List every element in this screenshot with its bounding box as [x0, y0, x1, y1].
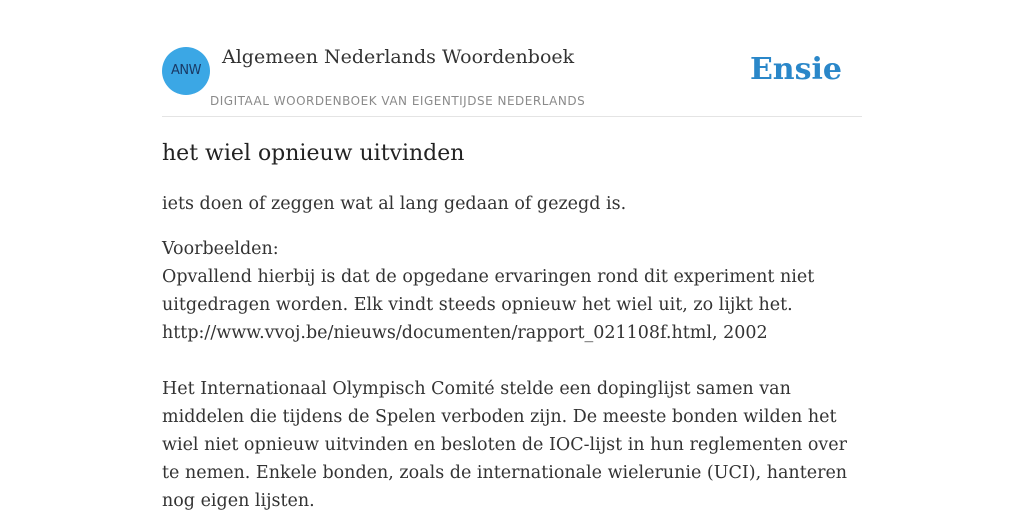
- example-1-source: http://www.vvoj.be/nieuws/documenten/rapport_021108f.html, 2002: [162, 323, 768, 343]
- site-header: [162, 0, 862, 117]
- entry-term: het wiel opnieuw uitvinden: [162, 141, 465, 166]
- site-title[interactable]: Algemeen Nederlands Woordenboek: [222, 46, 575, 68]
- examples-label: Voorbeelden:: [162, 239, 279, 259]
- example-2-text: Het Internationaal Olympisch Comité stelde een dopinglijst samen van middelen die tijdens de Spelen verboden zijn. De meeste bonden wilden het wiel niet opnieuw uitvinden en besloten de IOC-lijst in hun reglementen over te nemen. Enkele bonden, zoals de internationale wielerunie (UCI), hanteren nog eigen lijsten.: [162, 379, 848, 511]
- examples-section: [162, 235, 862, 512]
- ensie-brand-logo[interactable]: Ensie: [749, 52, 842, 87]
- example-1-text: Opvallend hierbij is dat de opgedane ervaringen rond dit experiment niet uitgedragen worden. Elk vindt steeds opnieuw het wiel uit, zo lijkt het.: [162, 267, 815, 315]
- entry-content: [162, 138, 862, 512]
- example-spacer: [162, 347, 862, 375]
- site-subtitle: DIGITAAL WOORDENBOEK VAN EIGENTIJDSE NEDERLANDS: [210, 94, 586, 108]
- anw-logo[interactable]: ANW: [162, 47, 210, 95]
- entry-definition: iets doen of zeggen wat al lang gedaan of gezegd is.: [162, 194, 627, 214]
